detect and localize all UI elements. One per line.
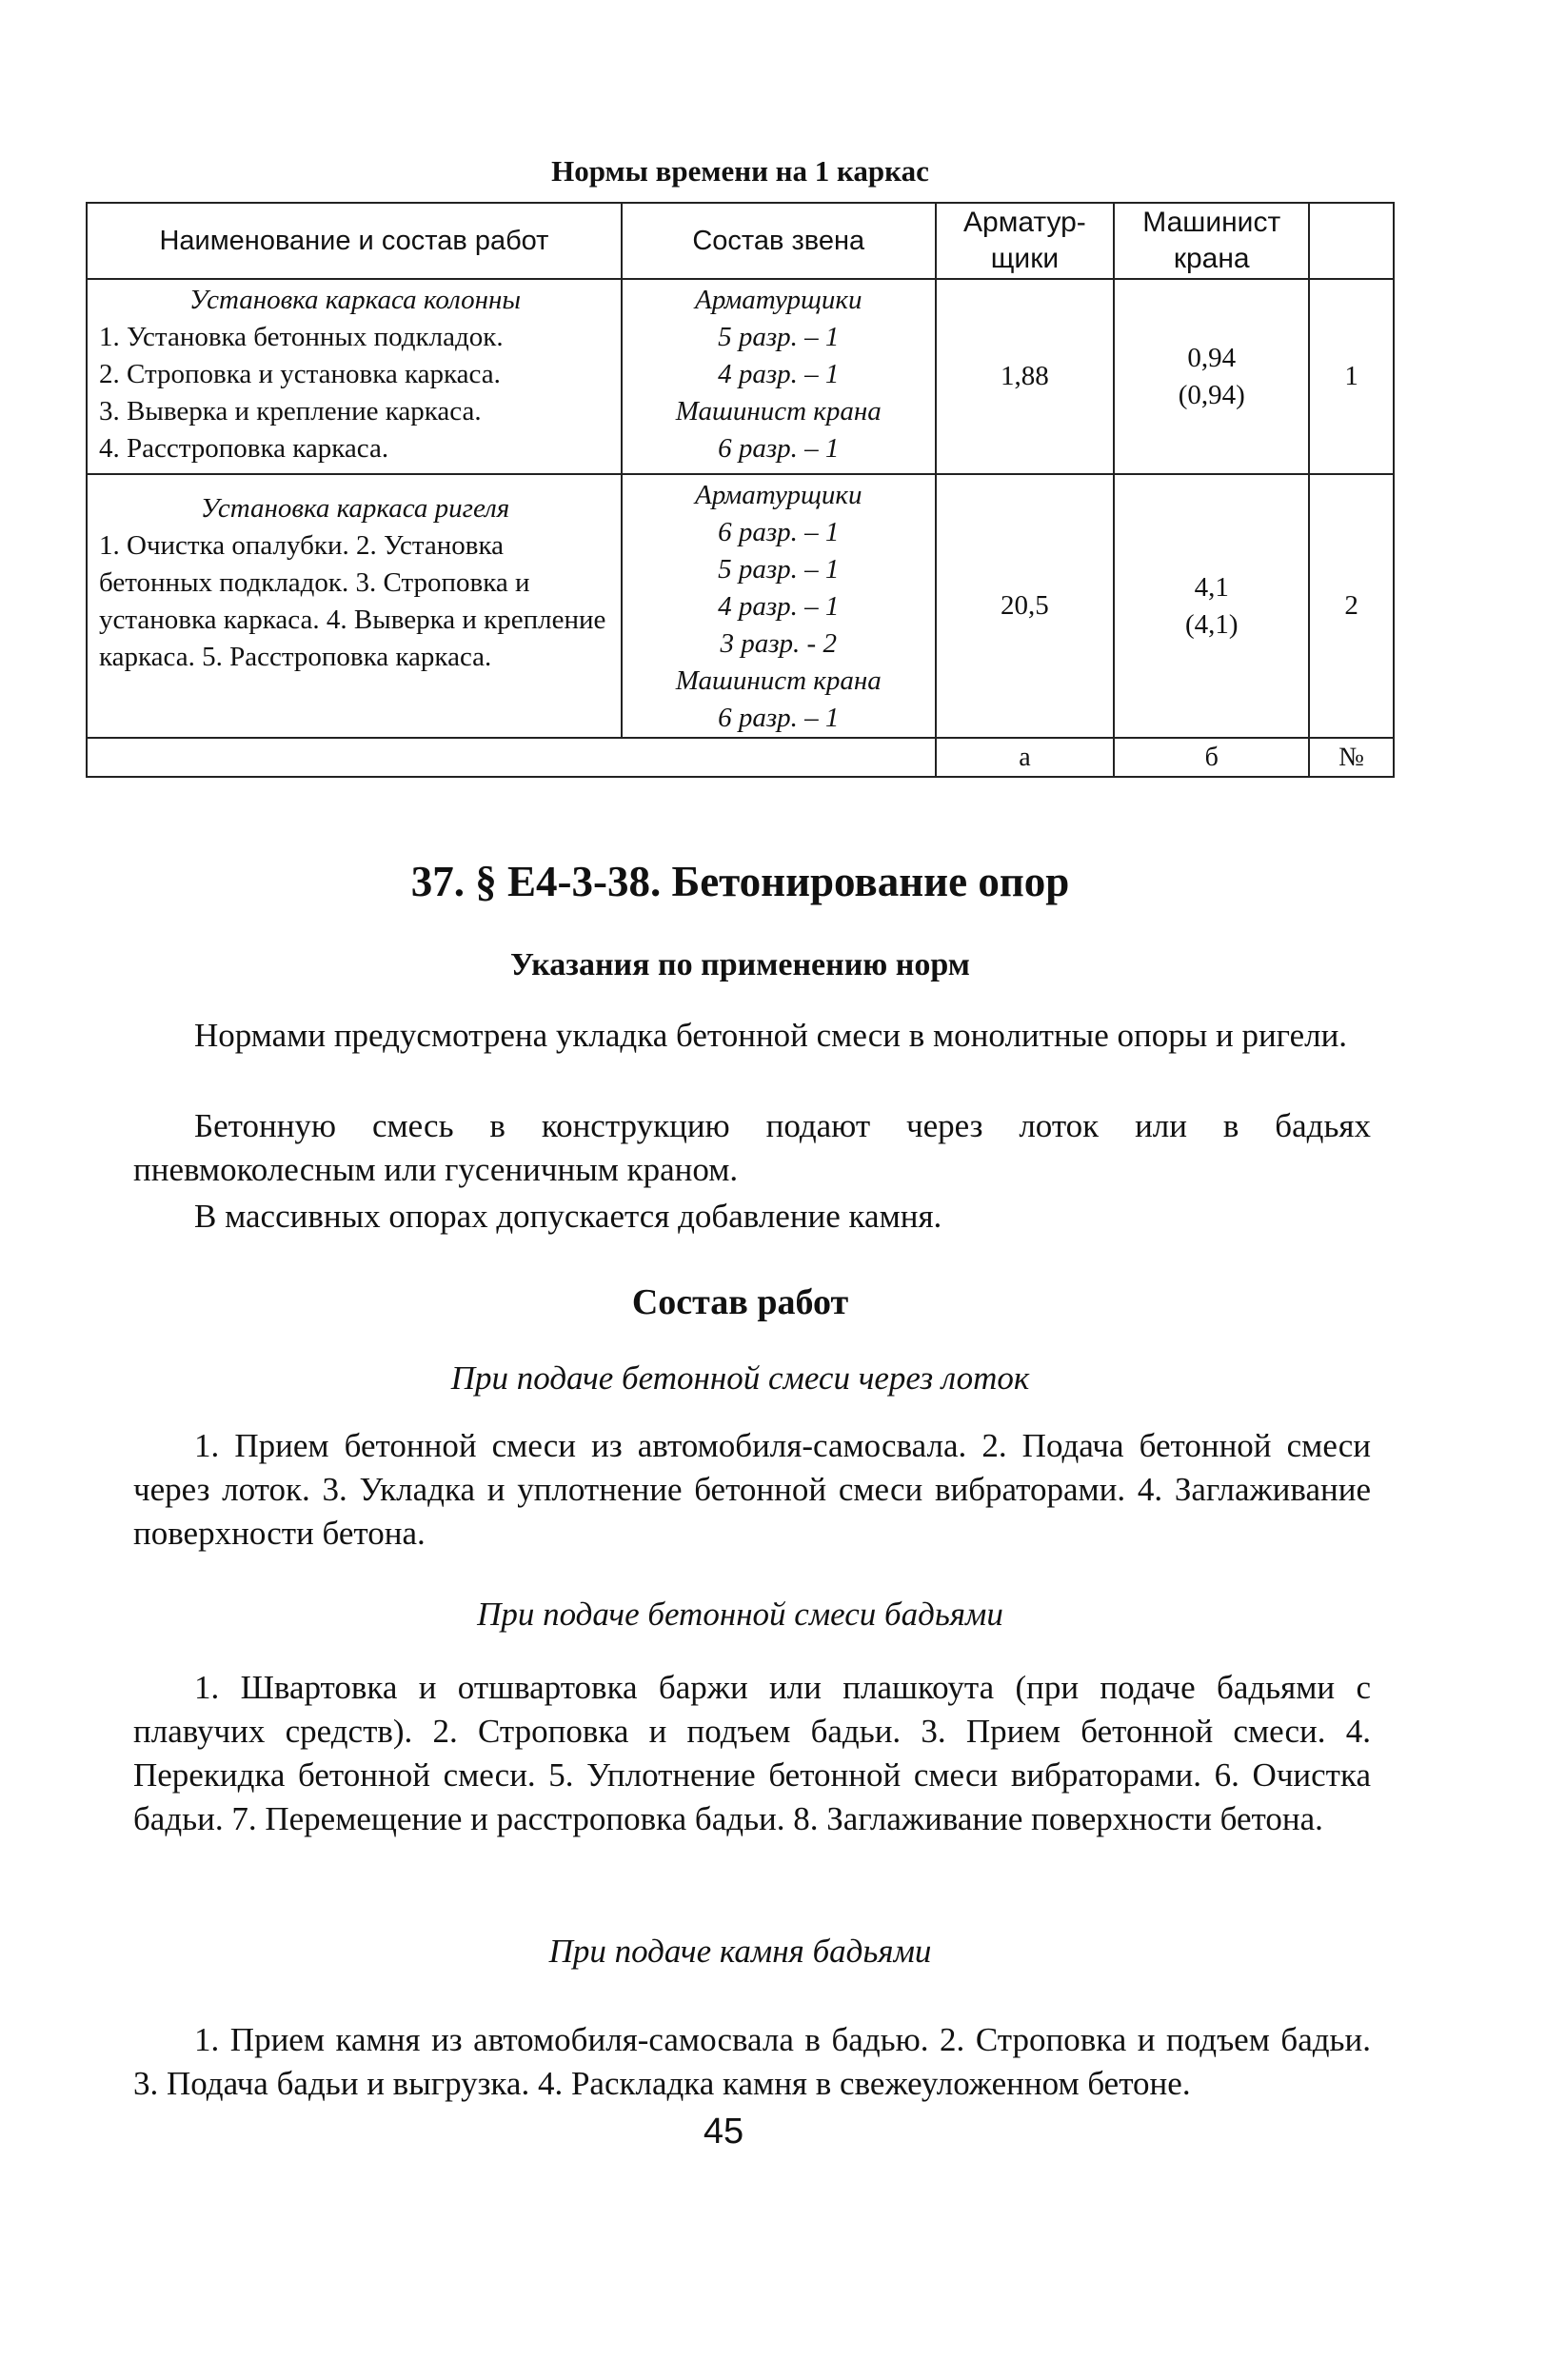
- work-line: 1. Установка бетонных подкладок.: [99, 322, 504, 352]
- guidance-heading: Указания по применению норм: [510, 947, 970, 982]
- crew-cell: [622, 474, 936, 738]
- crew-line: Машинист крана: [675, 396, 882, 426]
- table-row: [87, 279, 1394, 474]
- header-fitters: Арматур-щики: [936, 203, 1115, 279]
- crane-operator-paren-value: (0,94): [1178, 379, 1245, 410]
- works-heading: Состав работ: [631, 1282, 849, 1322]
- norms-table: [86, 202, 1395, 778]
- header-crew: Состав звена: [622, 203, 936, 279]
- row-number: 1: [1309, 279, 1394, 474]
- crew-line: Арматурщики: [695, 480, 862, 510]
- subsection-title: При подаче бетонной смеси бадьями: [477, 1596, 1003, 1633]
- work-line: 2. Строповка и установка каркаса.: [99, 359, 501, 389]
- guidance-paragraph: В массивных опорах допускается добавление камня.: [194, 1198, 942, 1235]
- work-line: 3. Выверка и крепление каркаса.: [99, 396, 482, 426]
- work-title: Установка каркаса ригеля: [200, 493, 510, 524]
- crane-operator-value: 4,1: [1194, 571, 1229, 603]
- page-number: 45: [703, 2112, 744, 2152]
- subsection-title: При подаче бетонной смеси через лоток: [450, 1359, 1030, 1397]
- crane-operator-cell: [1114, 474, 1309, 738]
- work-text: 1. Очистка опалубки. 2. Установка бетонных подкладок. 3. Строповка и установка каркаса. 4. Выверка и крепление каркаса. 5. Расстроповка каркаса.: [99, 530, 606, 672]
- crane-operator-paren-value: (4,1): [1184, 608, 1239, 640]
- section-heading: 37. § Е4-3-38. Бетонирование опор: [410, 858, 1070, 905]
- crane-operator-cell: [1114, 279, 1309, 474]
- work-title: Установка каркаса колонны: [188, 285, 522, 315]
- footer-col-number: №: [1309, 738, 1394, 777]
- crew-line: 4 разр. – 1: [718, 591, 840, 622]
- crane-operator-value: 0,94: [1187, 342, 1237, 373]
- footer-empty: [87, 738, 936, 777]
- work-line: 4. Расстроповка каркаса.: [99, 433, 389, 464]
- table-row: [87, 474, 1394, 738]
- work-cell: [87, 474, 622, 738]
- crew-line: 6 разр. – 1: [718, 703, 840, 733]
- subsection-text: 1. Швартовка и отшвартовка баржи или плашкоута (при подаче бадьями с плавучих средств). 2. Строповка и подъем бадьи. 3. Прием бетонной смеси. 4. Перекидка бетонной смеси. 5. Уплотнение бетонной смеси вибраторами. 6. Очистка бадьи. 7. Перемещение и расстроповка бадьи. 8. Заглаживание поверхности бетона.: [133, 1669, 1371, 1837]
- table-footer-row: [87, 738, 1394, 777]
- table-header-row: [87, 203, 1394, 279]
- crew-cell: [622, 279, 936, 474]
- crew-line: 3 разр. - 2: [720, 628, 837, 659]
- header-crane-operator: Машинист крана: [1114, 203, 1309, 279]
- guidance-paragraph: Нормами предусмотрена укладка бетонной смеси в монолитные опоры и ригели.: [194, 1017, 1348, 1054]
- table-title: Нормы времени на 1 каркас: [551, 154, 929, 188]
- crew-line: 4 разр. – 1: [718, 359, 840, 389]
- row-number: 2: [1309, 474, 1394, 738]
- crew-line: Арматурщики: [695, 285, 862, 315]
- subsection-title: При подаче камня бадьями: [548, 1933, 932, 1970]
- crew-line: 5 разр. – 1: [718, 554, 840, 585]
- header-name: Наименование и состав работ: [87, 203, 622, 279]
- crew-line: Машинист крана: [675, 665, 882, 696]
- fitters-value: 20,5: [936, 474, 1115, 738]
- guidance-paragraph: Бетонную смесь в конструкцию подают через лоток или в бадьях пневмоколесным или гусеничным краном.: [133, 1107, 1371, 1188]
- header-number: [1309, 203, 1394, 279]
- work-cell: [87, 279, 622, 474]
- crew-line: 6 разр. – 1: [718, 433, 840, 464]
- footer-col-a: а: [936, 738, 1115, 777]
- crew-line: 5 разр. – 1: [718, 322, 840, 352]
- fitters-value: 1,88: [936, 279, 1115, 474]
- crew-line: 6 разр. – 1: [718, 517, 840, 547]
- footer-col-b: б: [1114, 738, 1309, 777]
- subsection-text: 1. Прием бетонной смеси из автомобиля-самосвала. 2. Подача бетонной смеси через лоток. 3. Укладка и уплотнение бетонной смеси вибраторами. 4. Заглаживание поверхности бетона.: [133, 1427, 1371, 1552]
- subsection-text: 1. Прием камня из автомобиля-самосвала в бадью. 2. Строповка и подъем бадьи. 3. Подача бадьи и выгрузка. 4. Раскладка камня в свежеуложенном бетоне.: [133, 2021, 1371, 2102]
